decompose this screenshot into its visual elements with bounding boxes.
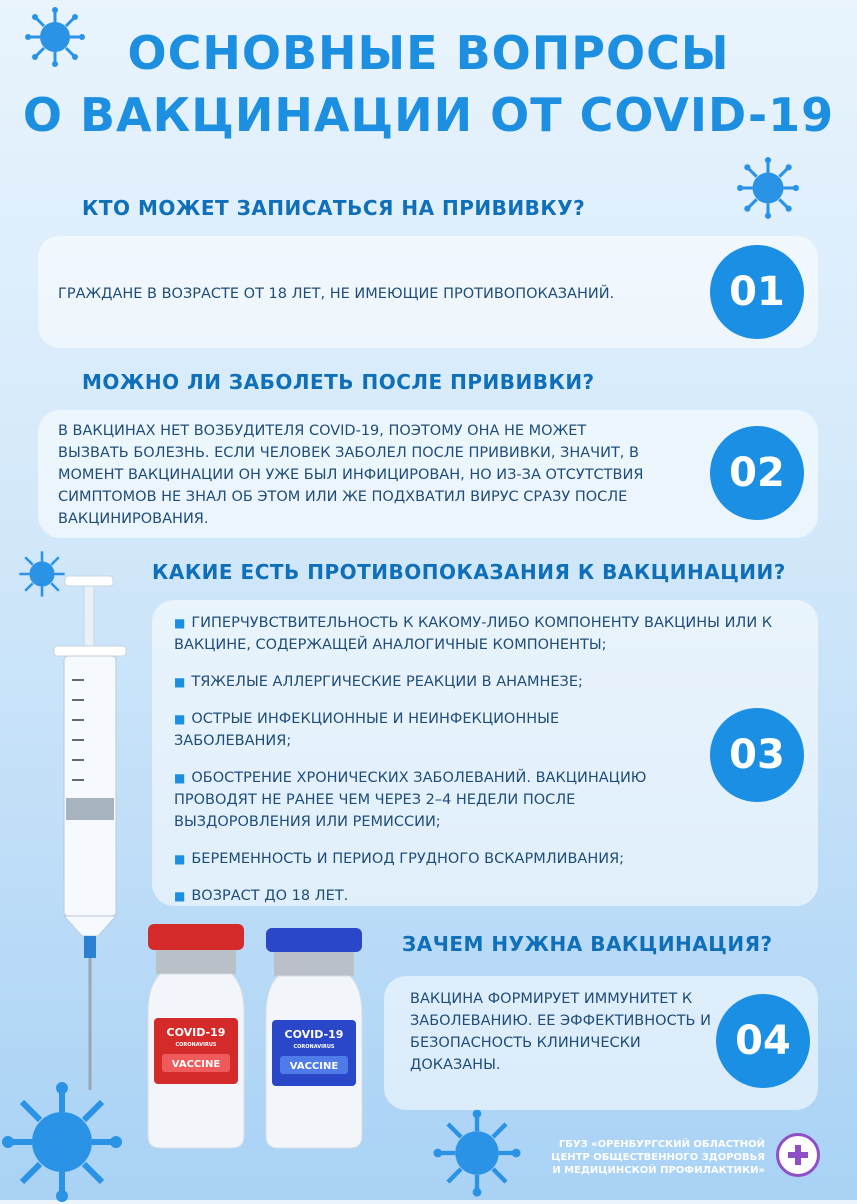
vial-2-subtitle: CORONAVIRUS	[293, 1044, 335, 1050]
number-badge-2: 02	[710, 426, 804, 520]
vial-1-subtitle: CORONAVIRUS	[175, 1042, 217, 1048]
list-item: ■ ГИПЕРЧУВСТВИТЕЛЬНОСТЬ К КАКОМУ-ЛИБО КОМПОНЕНТУ ВАКЦИНЫ ИЛИ К ВАКЦИНЕ, СОДЕРЖАЩЕЙ АНАЛОГИЧНЫЕ КОМПОНЕНТЫ;	[174, 612, 774, 656]
number-badge-3: 03	[710, 708, 804, 802]
question-4: ЗАЧЕМ НУЖНА ВАКЦИНАЦИЯ?	[402, 932, 773, 956]
org-line-3: И МЕДИЦИНСКОЙ ПРОФИЛАКТИКИ»	[552, 1165, 765, 1176]
number-badge-1: 01	[710, 245, 804, 339]
number-badge-4: 04	[716, 994, 810, 1088]
contraindications-list	[174, 612, 774, 922]
vaccine-vial-icon	[258, 926, 370, 1152]
answer-text-1: ГРАЖДАНЕ В ВОЗРАСТЕ ОТ 18 ЛЕТ, НЕ ИМЕЮЩИЕ ПРОТИВОПОКАЗАНИЙ.	[58, 286, 615, 302]
answer-text-4: ВАКЦИНА ФОРМИРУЕТ ИММУНИТЕТ К ЗАБОЛЕВАНИЮ. ЕЕ ЭФФЕКТИВНОСТЬ И БЕЗОПАСНОСТЬ КЛИНИЧЕСКИ ДОКАЗАНЫ.	[410, 991, 711, 1073]
vial-2-title: COVID-19	[284, 1028, 344, 1041]
question-1: КТО МОЖЕТ ЗАПИСАТЬСЯ НА ПРИВИВКУ?	[82, 196, 586, 220]
organization-name	[525, 1138, 765, 1177]
title-line-1: ОСНОВНЫЕ ВОПРОСЫ	[127, 26, 730, 80]
list-item: ■ БЕРЕМЕННОСТЬ И ПЕРИОД ГРУДНОГО ВСКАРМЛИВАНИЯ;	[174, 848, 774, 870]
org-line-2: ЦЕНТР ОБЩЕСТВЕННОГО ЗДОРОВЬЯ	[551, 1152, 765, 1163]
vaccine-vial-icon	[140, 922, 252, 1152]
list-item: ■ ТЯЖЕЛЫЕ АЛЛЕРГИЧЕСКИЕ РЕАКЦИИ В АНАМНЕЗЕ;	[174, 671, 774, 693]
vial-1-title: COVID-19	[166, 1026, 226, 1039]
question-3: КАКИЕ ЕСТЬ ПРОТИВОПОКАЗАНИЯ К ВАКЦИНАЦИИ?	[152, 560, 786, 584]
virus-icon	[432, 1108, 522, 1198]
question-2: МОЖНО ЛИ ЗАБОЛЕТЬ ПОСЛЕ ПРИВИВКИ?	[82, 370, 595, 394]
list-item: ■ ВОЗРАСТ ДО 18 ЛЕТ.	[174, 885, 774, 907]
answer-text-2: В ВАКЦИНАХ НЕТ ВОЗБУДИТЕЛЯ COVID-19, ПОЭТОМУ ОНА НЕ МОЖЕТ ВЫЗВАТЬ БОЛЕЗНЬ. ЕСЛИ ЧЕЛОВЕК ЗАБОЛЕЛ ПОСЛЕ ПРИВИВКИ, ЗНАЧИТ, В МОМЕНТ ВАКЦИНАЦИИ ОН УЖЕ БЫЛ ИНФИЦИРОВАН, НО ИЗ-ЗА ОТСУТСТВИЯ СИМПТОМОВ НЕ ЗНАЛ ОБ ЭТОМ ИЛИ ЖЕ ПОДХВАТИЛ ВИРУС СРАЗУ ПОСЛЕ ВАКЦИНИРОВАНИЯ.	[58, 423, 644, 527]
virus-icon	[736, 156, 800, 220]
page-title	[0, 22, 857, 146]
org-line-1: ГБУЗ «ОРЕНБУРГСКИЙ ОБЛАСТНОЙ	[558, 1139, 765, 1150]
list-item: ■ ОБОСТРЕНИЕ ХРОНИЧЕСКИХ ЗАБОЛЕВАНИЙ. ВАКЦИНАЦИЮ ПРОВОДЯТ НЕ РАНЕЕ ЧЕМ ЧЕРЕЗ 2–4 НЕДЕЛИ ПОСЛЕ ВЫЗДОРОВЛЕНИЯ ИЛИ РЕМИССИИ;	[174, 767, 704, 833]
vial-1-label: VACCINE	[171, 1059, 221, 1070]
list-item: ■ ОСТРЫЕ ИНФЕКЦИОННЫЕ И НЕИНФЕКЦИОННЫЕ ЗАБОЛЕВАНИЯ;	[174, 708, 654, 752]
syringe-icon	[40, 570, 150, 1110]
org-logo-icon	[776, 1133, 820, 1177]
title-line-2: О ВАКЦИНАЦИИ ОТ COVID-19	[22, 88, 835, 142]
vial-2-label: VACCINE	[289, 1061, 339, 1072]
